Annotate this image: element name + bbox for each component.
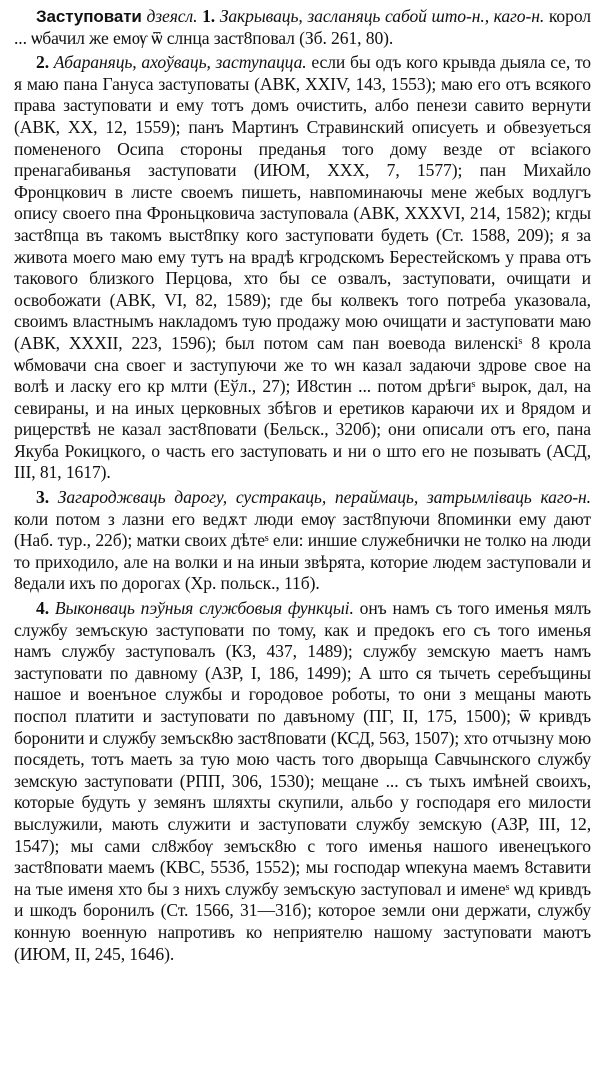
sense-definition: Закрываць, засланяць сабой што-н., каго-н. bbox=[219, 6, 545, 26]
grammar-label: дзеясл. bbox=[146, 6, 198, 26]
sense-definition: Выконваць пэўныя службовыя функцыі. bbox=[54, 598, 354, 619]
sense-definition: Абараняць, ахоўваць, заступацца. bbox=[53, 52, 307, 73]
sense-1 bbox=[14, 6, 591, 49]
sense-definition: Загароджваць дарогу, сустракаць, пераймаць, затрымліваць каго-н. bbox=[57, 487, 591, 508]
sense-2 bbox=[14, 52, 591, 484]
sense-citations: корол ... ѡбачил же емѹ ѿ слнца заст8повал (Зб. 261, 80). bbox=[14, 6, 591, 48]
headword: Заступовати bbox=[36, 7, 142, 26]
sense-citations: если бы одъ кого крывда дыяла се, то я маю пана Гануса заступоваты (АВК, XXIV, 143, 1553); маю его отъ всякого права заступовати и ему тотъ домъ очистить, албо пенези савито вернути (АВК, XX, 12, 1559); панъ Мартинъ Стравинский описуеть и обвезуеться помененого Осипа стороны преданья того дому везде от всiакого пренагабиванья заступовати (ИЮМ, XXX, 7, 1577); пан Михайло Фронцкович в листе своемъ пишеть, навпоминаючы мене жебых водлугъ опису своего пна Фроньцковича заступовала (АВК, XXXVI, 214, 1582); кгды заст8пца въ такомъ выст8пку кого заступовати будеть (Ст. 1588, 209); я за живота моего маю ему тутъ на врадѣ кгродскомъ Берестейскомъ у права отъ такового близкого Перцова, хто бы се озвалъ, заступовати, очищати и освобожати (АВК, VI, 82, 1589); где бы колвекъ того потреба указовала, своимъ властнымъ накладомъ тую продажу мою очищати и заступовати маю (АВК, XXXII, 223, 1596); был потом сам пан воевода виленскiˢ 8 крола ѡбмовачи сна своег и заступуючи же то ѡн казал задаючи здрове свое на волѣ и ласку его кр млти (Еўл., 27); И8стин ... потом дрѣгиˢ вырок, дал, на севираны, и на иных церковных збѣгов и еретиков караючи их и 8рядом и рицерствѣ не казал заст8повати (Бельск., 320б); они описали отъ его, пана Якуба Рокицкого, о часть его заступовать и ни о што его не позывать (АСД, III, 81, 1617). bbox=[14, 52, 591, 483]
sense-3 bbox=[14, 487, 591, 595]
sense-number: 4. bbox=[36, 598, 49, 619]
sense-number: 1. bbox=[202, 6, 216, 26]
sense-number: 2. bbox=[36, 52, 49, 73]
sense-citations: онъ намъ съ того именья мялъ службу земъскую заступовати по тому, как и предокъ его съ того именья намъ службу заступовалъ (КЗ, 437, 1489); службу земскую маетъ намъ заступовати по давному (АЗР, I, 186, 1499); А што ся тычеть серебъщины нашое и военъное службы и городовое роботы, то они з мещаны мають поспол платити и заступовати по давъному (ПГ, II, 175, 1500); ѿ кривдъ боронити и службу земъск8ю заст8повати (КСД, 563, 1507); хто отчызну мою посядеть, тотъ маеть за тую мою часть того дворыща Савчынского службу земскую заступовати (РПП, 306, 1530); мещане ... съ тыхъ имѣней своихъ, которые будуть у земянъ шляхты скупили, альбо у господаря его милости выслужили, мають служити и заступовати службу земскую (АЗР, III, 12, 1547); мы сами сл8жбѹ земъск8ю с того именья нашого ивенецъкого заст8повати маемъ (КВС, 553б, 1552); мы господар ѡпекуна маемъ 8ставити на тые именя хто бы з нихъ службу земъскую заступовал и именеˢ ѡд кривдъ и шкодъ боронилъ (Ст. 1566, 31—31б); которое земли они держати, службу конную военную напротивъ ко неприятелю нашому заступовати маютъ (ИЮМ, II, 245, 1646). bbox=[14, 598, 591, 964]
sense-number: 3. bbox=[36, 487, 49, 508]
sense-4 bbox=[14, 598, 591, 965]
sense-citations: коли потом з лазни его ведѫт люди емѹ заст8пуючи 8поминки ему дают (Наб. тур., 22б); матки своих дѣтеˢ ели: иншие служебнички не толко на люди то приходило, але на волки и на иныи звѣрята, которие людем заступовали и 8едали ихъ по дорогах (Хр. польск., 11б). bbox=[14, 508, 591, 594]
